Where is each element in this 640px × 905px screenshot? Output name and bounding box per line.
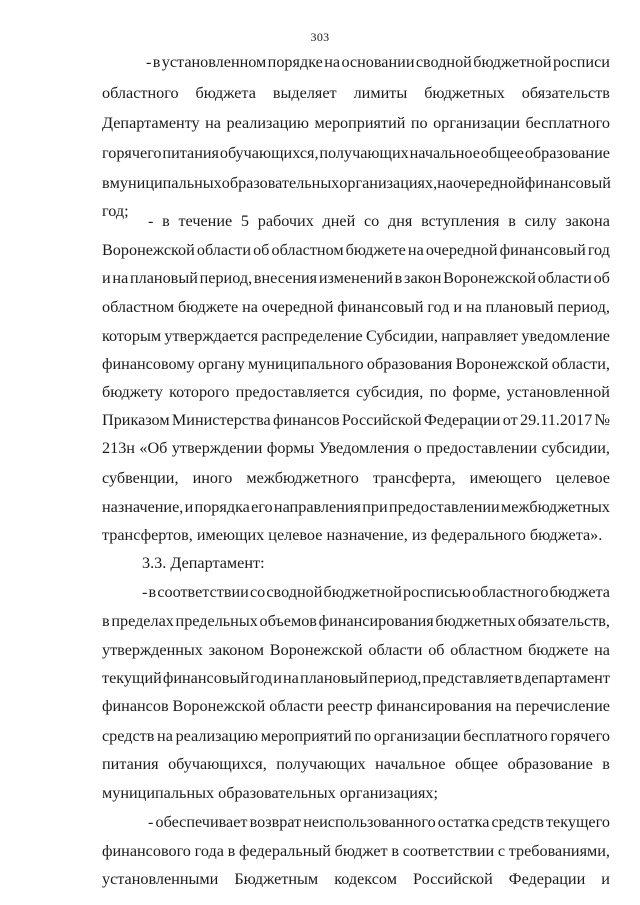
paragraph-line: Департаменту на реализацию мероприятий по организации бесплатного bbox=[102, 114, 610, 132]
paragraph-line: год; bbox=[102, 202, 129, 220]
paragraph-line: финансов Воронежской области реестр финансирования на перечисление bbox=[102, 697, 610, 715]
paragraph-line: - в соответствии со сводной бюджетной росписью областного бюджета bbox=[142, 583, 610, 601]
paragraph-line: установленными Бюджетным кодексом Российской Федерации и bbox=[102, 870, 610, 888]
paragraph-line: финансового года в федеральный бюджет в соответствии с требованиями, bbox=[102, 842, 610, 860]
paragraph-line: субвенции, иного межбюджетного трансферта, имеющего целевое bbox=[102, 469, 610, 487]
paragraph-line: - обеспечивает возврат неиспользованного остатка средств текущего bbox=[148, 813, 610, 831]
paragraph-line: муниципальных образовательных организациях; bbox=[102, 784, 438, 802]
paragraph-line: горячего питания обучающихся, получающих начальное общее образование bbox=[102, 144, 610, 162]
paragraph-line: средств на реализацию мероприятий по организации бесплатного горячего bbox=[102, 727, 610, 745]
paragraph-line: питания обучающихся, получающих начальное общее образование в bbox=[102, 755, 610, 773]
paragraph-line: и на плановый период, внесения изменений в закон Воронежской области об bbox=[102, 269, 610, 287]
paragraph-line: областного бюджета выделяет лимиты бюджетных обязательств bbox=[102, 84, 610, 102]
paragraph-line: бюджету которого предоставляется субсидия, по форме, установленной bbox=[102, 383, 610, 401]
paragraph-line: трансфертов, имеющих целевое назначение, из федерального бюджета». bbox=[102, 526, 603, 544]
paragraph-line: 3.3. Департамент: bbox=[142, 554, 265, 572]
paragraph-line: текущий финансовый год и на плановый период, представляет в департамент bbox=[102, 669, 610, 687]
paragraph-line: утвержденных законом Воронежской области об областном бюджете на bbox=[102, 641, 610, 659]
paragraph-line: в муниципальных образовательных организациях, на очередной финансовый bbox=[102, 174, 611, 192]
paragraph-line: в пределах предельных объемов финансирования бюджетных обязательств, bbox=[102, 612, 610, 630]
paragraph-line: - в установленном порядке на основании сводной бюджетной росписи bbox=[146, 53, 610, 71]
paragraph-line: Приказом Министерства финансов Российской Федерации от 29.11.2017 № bbox=[102, 411, 610, 429]
paragraph-line: Воронежской области об областном бюджете на очередной финансовый год bbox=[102, 241, 610, 259]
paragraph-line: назначение, и порядка его направления при предоставлении межбюджетных bbox=[102, 498, 610, 516]
paragraph-line: - в течение 5 рабочих дней со дня вступления в силу закона bbox=[148, 212, 610, 230]
page-number: 303 bbox=[310, 30, 330, 44]
paragraph-line: финансовому органу муниципального образования Воронежской области, bbox=[102, 355, 610, 373]
paragraph-line: которым утверждается распределение Субсидии, направляет уведомление bbox=[102, 327, 610, 345]
paragraph-line: 213н «Об утверждении формы Уведомления о предоставлении субсидии, bbox=[102, 439, 610, 457]
paragraph-line: областном бюджете на очередной финансовый год и на плановый период, bbox=[102, 298, 610, 316]
